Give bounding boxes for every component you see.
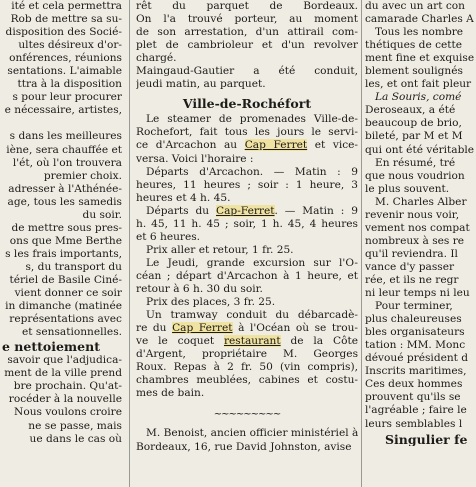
- text-line: camarade Charles A: [365, 13, 474, 26]
- text-line: e nécessaire, artistes,: [4, 104, 122, 117]
- text-line: rêt du parquet de Bordeaux.: [136, 0, 358, 12]
- text-line: ve le coquet restaurant de la Côte: [136, 335, 358, 348]
- text-line: savoir que l'adjudica-: [7, 354, 122, 367]
- text-line: ment de la ville prend: [4, 367, 122, 380]
- text-line: sentations. L'aimable: [7, 65, 122, 78]
- arcachon-departures: [136, 166, 358, 205]
- text-line: s pour leur procurer: [12, 91, 122, 104]
- text-line: que nous voudrion: [365, 169, 465, 182]
- seat-price: Prix des places, 3 fr. 25.: [146, 296, 276, 309]
- text-line: l'ét, où l'on trouvera: [12, 156, 122, 169]
- text-line: ment fine et exquise: [365, 52, 475, 65]
- ornament-divider: ~~~~~~~~~: [213, 409, 281, 421]
- text-line: Rochefort, fait tous les jours le servi-: [136, 126, 358, 139]
- text-line: onférences, réunions: [9, 52, 122, 65]
- thursday-excursion: [136, 257, 358, 296]
- text-line: mes de bain.: [136, 387, 205, 400]
- text-line: M. Benoist, ancien officier ministériel à: [146, 427, 358, 440]
- text-line: dévoué président d: [365, 352, 469, 365]
- text-line: le plus souvent.: [365, 182, 450, 195]
- text-line: Un tramway conduit du débarcadè-: [146, 309, 358, 322]
- text-line: rocéder à la nouvelle: [8, 393, 122, 406]
- text-line: adresser à l'Athénée-: [8, 182, 122, 195]
- text-line: ultes désireux d'or-: [18, 39, 122, 52]
- round-trip-price: Prix aller et retour, 1 fr. 25.: [146, 243, 294, 256]
- column-middle: [136, 0, 358, 487]
- text-line: En résumé, tré: [375, 156, 456, 169]
- text-line: les, et ont fait pleur: [365, 78, 472, 91]
- text-line: prouvent qu'ils se: [365, 391, 461, 404]
- benoist-notice: [136, 427, 358, 453]
- text-line: ité et cela permettra: [11, 0, 122, 12]
- text-line: vement nos compat: [365, 221, 470, 234]
- column-left: [0, 0, 122, 487]
- text-line: versa. Voici l'horaire :: [136, 152, 254, 165]
- left-text-block-after: [0, 354, 122, 445]
- text-line: Ces deux hommes: [365, 378, 463, 391]
- right-bottom-heading: Singulier fe: [385, 432, 468, 446]
- text-line: Rob de mettre sa su-: [10, 13, 122, 26]
- text-line: chargé.: [136, 52, 177, 65]
- text-line: chambres meublées, cabines et costu-: [136, 374, 358, 387]
- text-line: Roux. Repas à 2 fr. 50 (vin compris),: [136, 361, 358, 374]
- text-line: ni leur temps ni leu: [365, 287, 470, 300]
- text-line: Nous voulons croire: [14, 406, 122, 419]
- text-line: représentations avec: [9, 313, 122, 326]
- text-line: ne se passe, mais: [28, 419, 122, 432]
- text-line: d'Argent, propriétaire M. Georges: [136, 348, 358, 361]
- text-line: du soir.: [82, 208, 122, 221]
- text-line: Le Jeudi, grande excursion sur l'O-: [146, 256, 358, 269]
- text-line: h. 45, 11 h. 45 ; soir, 1 h. 45, 4 heures: [136, 217, 358, 230]
- text-line: beaucoup de brio,: [365, 117, 462, 130]
- text-line: Tous les nombre: [375, 26, 464, 39]
- right-text-block: [365, 0, 476, 431]
- cap-ferret-departures: [136, 205, 358, 244]
- text-line: Deroseaux, a été: [365, 104, 456, 117]
- text-line: Bordeaux, 16, rue David Johnston, avise: [136, 440, 352, 453]
- text-line: Le steamer de promenades Ville-de-: [146, 113, 358, 126]
- text-line: et sensationnelles.: [22, 326, 122, 339]
- text-line: l'agréable ; faire le: [365, 404, 467, 417]
- column-rule: [361, 0, 362, 487]
- tramway-paragraph: [136, 309, 358, 400]
- text-line: jeudi matin, au parquet.: [136, 78, 266, 91]
- text-line: du avec un art con: [365, 0, 465, 12]
- text-line: bles organisateurs: [365, 326, 465, 339]
- text-line: plus chaleureuses: [365, 313, 462, 326]
- text-line: qu'il reviendra. Il: [365, 247, 458, 260]
- text-line: qui ont été véritable: [365, 143, 475, 156]
- text-line: retour à 6 h. 30 du soir.: [136, 282, 263, 295]
- left-text-block: [0, 0, 122, 339]
- text-line: ttra à la disposition: [17, 78, 122, 91]
- text-line: s les frais importants,: [5, 247, 122, 260]
- text-line: disposition des Socié-: [5, 26, 122, 39]
- text-line: iène, sera chauffée et: [6, 143, 122, 156]
- text-line: et 6 heures.: [136, 230, 201, 243]
- text-line: céan ; départ d'Arcachon à 1 heure, et: [136, 269, 358, 282]
- steamer-paragraph: [136, 113, 358, 165]
- text-line: s, du transport du: [25, 260, 122, 273]
- column-rule: [129, 0, 130, 487]
- text-line: Maingaud-Gautier a été conduit,: [136, 65, 358, 78]
- text-line: leurs semblables l: [365, 417, 463, 430]
- text-line: re du Cap Ferret à l'Océan où se trou-: [136, 322, 358, 335]
- left-heading: e nettoiement: [2, 340, 100, 354]
- text-line: rée, et ils ne regr: [365, 273, 459, 286]
- text-line: age, tous les samedis: [7, 195, 122, 208]
- text-line: s dans les meilleures: [9, 130, 122, 143]
- text-line: plet de cambrioleur et d'un revolver: [136, 39, 358, 52]
- text-line: blement soulignés: [365, 65, 463, 78]
- text-line: heures, 11 heures ; soir : 1 heure, 3: [136, 178, 358, 191]
- text-line: M. Charles Alber: [375, 195, 467, 208]
- text-line: vient donner ce soir: [14, 287, 122, 300]
- column-right: [365, 0, 476, 487]
- text-line: heures et 4 h. 45.: [136, 191, 231, 204]
- text-line: thétiques de cette: [365, 39, 463, 52]
- text-line: [0, 117, 122, 130]
- text-line: nombreux à ses re: [365, 234, 465, 247]
- arrest-paragraph: [136, 0, 358, 91]
- text-line: bre prochain. Qu'at-: [13, 380, 122, 393]
- section-heading: Ville-de-Rochéfort: [182, 97, 312, 111]
- text-line: de mettre sous pres-: [11, 221, 122, 234]
- text-line: premier choix.: [43, 169, 122, 182]
- text-line: bileté, par M et M: [365, 130, 463, 143]
- text-line: revenir nous voir,: [365, 208, 460, 221]
- text-line: vance d'y passer: [365, 260, 455, 273]
- text-line: Départs d'Arcachon. — Matin : 9: [146, 165, 358, 178]
- text-line: On l'a trouvé porteur, au moment: [136, 13, 358, 26]
- text-line: tériel de Basile Ciné-: [9, 273, 122, 286]
- text-line: Départs du Cap-Ferret. — Matin : 9: [146, 204, 358, 217]
- text-line: tation : MM. Monc: [365, 339, 466, 352]
- text-line: ue dans le cas où: [29, 432, 122, 445]
- text-line: ons que Mme Berthe: [9, 234, 122, 247]
- text-line: ce d'Arcachon au Cap Ferret et vice-: [136, 139, 358, 152]
- text-line: in dimanche (matinée: [5, 300, 122, 313]
- text-line: La Souris, comé: [375, 91, 462, 104]
- text-line: Pour terminer,: [375, 300, 453, 313]
- text-line: de son arrestation, d'un attirail com-: [136, 26, 358, 39]
- text-line: Inscrits maritimes,: [365, 365, 467, 378]
